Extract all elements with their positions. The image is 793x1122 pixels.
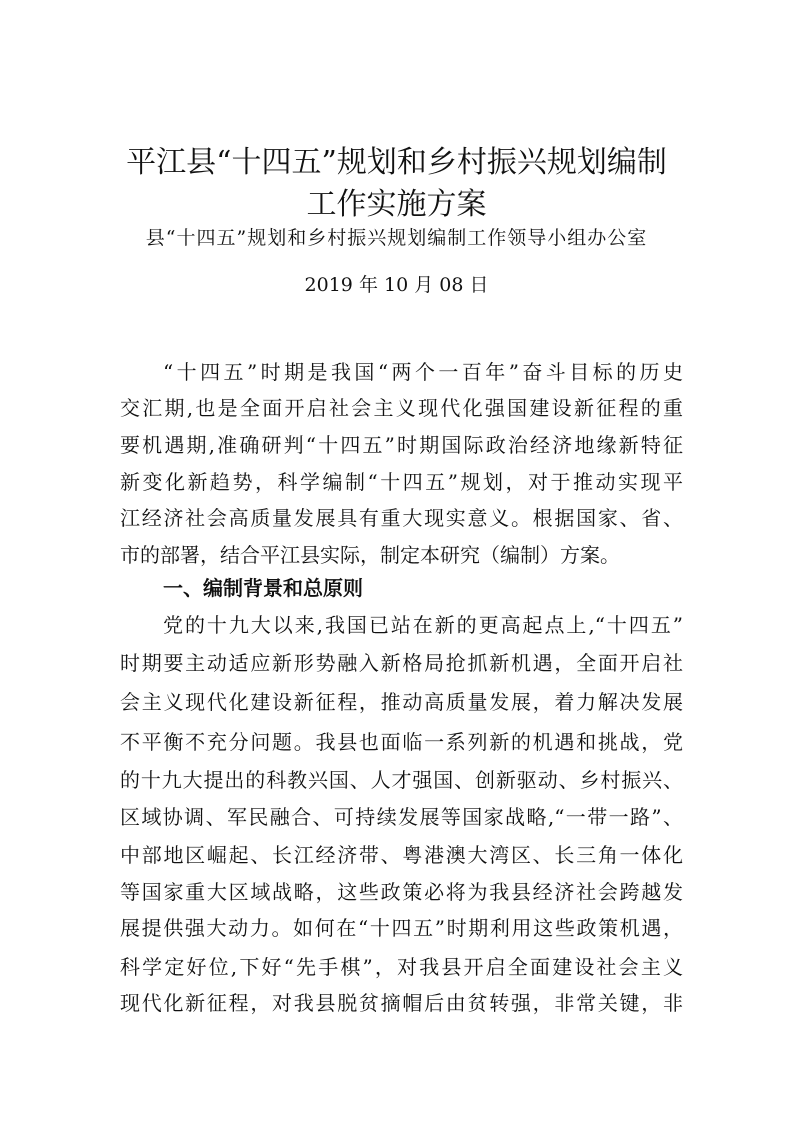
issuer: 县“十四五”规划和乡村振兴规划编制工作领导小组办公室 bbox=[145, 227, 648, 249]
text-line: 现代化新征程，对我县脱贫摘帽后由贫转强，非常关键，非 bbox=[120, 991, 683, 1015]
text-line: 交汇期,也是全面开启社会主义现代化强国建设新征程的重 bbox=[120, 396, 683, 420]
document-title-line-2: 工作实施方案 bbox=[306, 187, 487, 222]
text-line: 的十九大提出的科教兴国、人才强国、创新驱动、乡村振兴、 bbox=[120, 768, 683, 792]
section-heading: 一、编制背景和总原则 bbox=[163, 576, 363, 600]
text-line: 党的十九大以来,我国已站在新的更高起点上,“十四五” bbox=[163, 613, 683, 637]
text-line: “十四五”时期是我国“两个一百年”奋斗目标的历史 bbox=[163, 360, 683, 384]
text-line: 新变化新趋势，科学编制“十四五”规划，对于推动实现平 bbox=[120, 470, 683, 494]
text-line: 展提供强大动力。如何在“十四五”时期利用这些政策机遇， bbox=[120, 916, 683, 940]
text-line: 时期要主动适应新形势融入新格局抢抓新机遇，全面开启社 bbox=[120, 651, 683, 675]
text-line: 不平衡不充分问题。我县也面临一系列新的机遇和挑战，党 bbox=[120, 730, 683, 754]
text-line: 中部地区崛起、长江经济带、粤港澳大湾区、长三角一体化 bbox=[120, 843, 683, 867]
text-line: 等国家重大区域战略，这些政策必将为我县经济社会跨越发 bbox=[120, 880, 683, 904]
text-line: 区域协调、军民融合、可持续发展等国家战略,“一带一路”、 bbox=[120, 805, 683, 829]
text-line: 江经济社会高质量发展具有重大现实意义。根据国家、省、 bbox=[120, 506, 683, 530]
document-title-line-1: 平江县“十四五”规划和乡村振兴规划编制 bbox=[126, 145, 667, 180]
text-line: 市的部署，结合平江县实际，制定本研究（编制）方案。 bbox=[120, 543, 620, 567]
text-line: 科学定好位,下好“先手棋”，对我县开启全面建设社会主义 bbox=[120, 955, 683, 979]
text-line: 要机遇期,准确研判“十四五”时期国际政治经济地缘新特征 bbox=[120, 433, 683, 457]
document-date: 2019 年 10 月 08 日 bbox=[304, 274, 489, 296]
text-line: 会主义现代化建设新征程，推动高质量发展，着力解决发展 bbox=[120, 690, 683, 714]
